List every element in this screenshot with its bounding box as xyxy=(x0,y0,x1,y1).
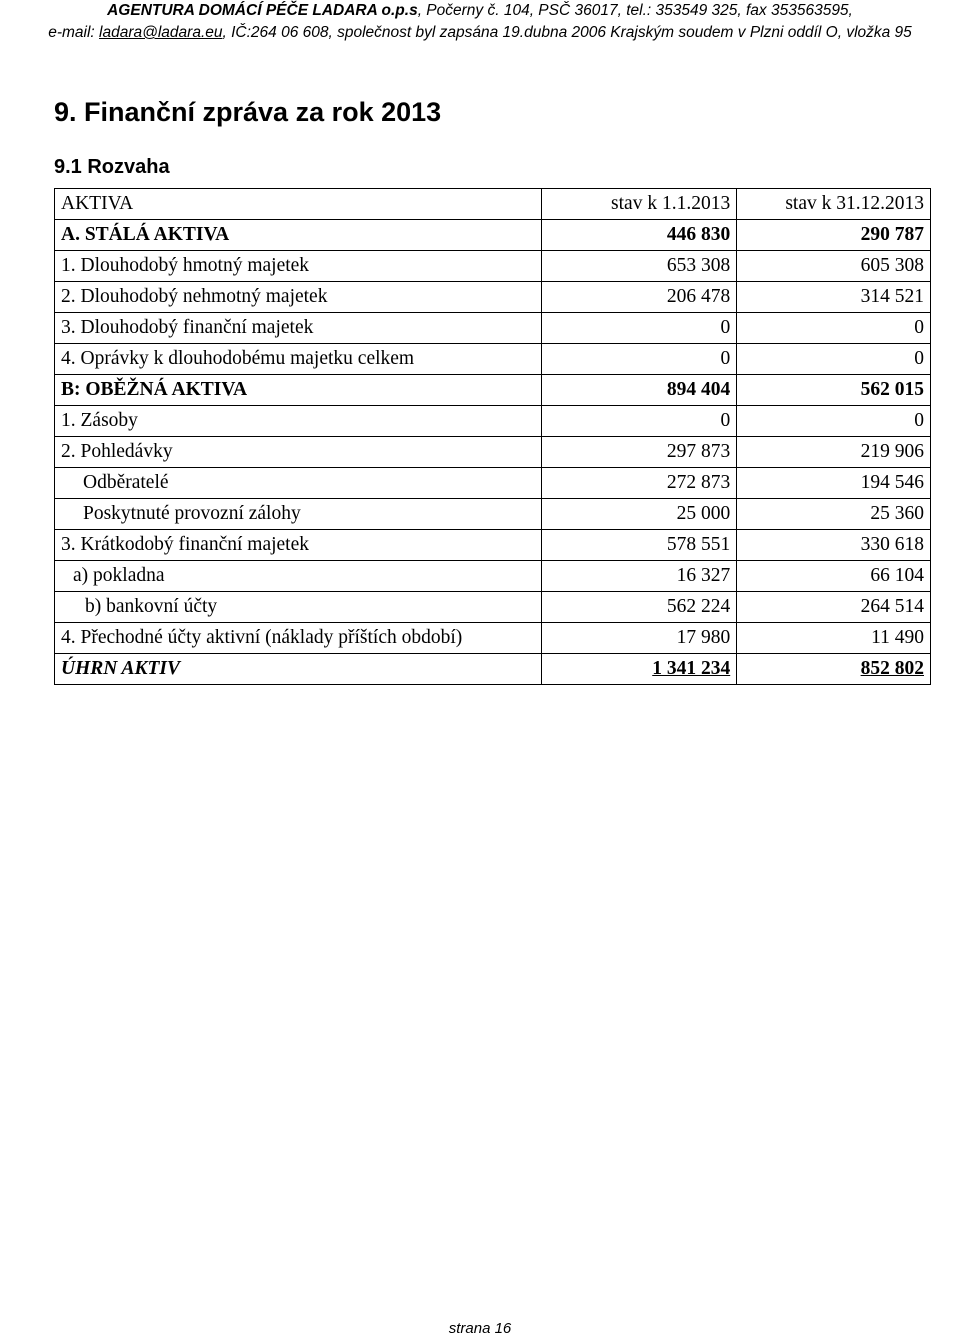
row-end-value: 264 514 xyxy=(737,592,931,623)
row-end-value: 330 618 xyxy=(737,530,931,561)
row-start-value: 16 327 xyxy=(541,561,737,592)
page-header xyxy=(0,0,960,44)
row-end-value: 562 015 xyxy=(737,375,931,406)
row-end-value: 0 xyxy=(737,344,931,375)
row-label: 1. Dlouhodobý hmotný majetek xyxy=(55,251,542,282)
table-row xyxy=(55,468,931,499)
table-row xyxy=(55,344,931,375)
table-row xyxy=(55,313,931,344)
table-row xyxy=(55,499,931,530)
row-start-value: 25 000 xyxy=(541,499,737,530)
column-header-assets: AKTIVA xyxy=(55,189,542,220)
page-title: 9. Finanční zpráva za rok 2013 xyxy=(54,97,442,127)
row-end-value: 290 787 xyxy=(737,220,931,251)
table-row xyxy=(55,623,931,654)
row-start-value: 0 xyxy=(541,313,737,344)
row-start-value: 0 xyxy=(541,406,737,437)
header-line-2 xyxy=(0,22,960,44)
row-label: 2. Pohledávky xyxy=(55,437,542,468)
row-label: a) pokladna xyxy=(55,561,542,592)
row-start-value: 446 830 xyxy=(541,220,737,251)
row-end-value: 66 104 xyxy=(737,561,931,592)
section-title: 9.1 Rozvaha xyxy=(54,156,170,178)
total-end-cell xyxy=(737,654,931,685)
row-start-value: 0 xyxy=(541,344,737,375)
row-label: A. STÁLÁ AKTIVA xyxy=(55,220,542,251)
total-start-value: 1 341 234 xyxy=(652,658,731,679)
row-label: Poskytnuté provozní zálohy xyxy=(55,499,542,530)
column-header-start: stav k 1.1.2013 xyxy=(541,189,737,220)
table-row xyxy=(55,437,931,468)
row-end-value: 194 546 xyxy=(737,468,931,499)
row-start-value: 272 873 xyxy=(541,468,737,499)
total-end-value: 852 802 xyxy=(860,658,924,679)
column-header-end: stav k 31.12.2013 xyxy=(737,189,931,220)
row-end-value: 11 490 xyxy=(737,623,931,654)
table-row xyxy=(55,251,931,282)
registration-info: , IČ:264 06 608, společnost byl zapsána 19.dubna 2006 Krajským soudem v Plzni oddíl O, vložka 95 xyxy=(222,24,912,41)
table-row xyxy=(55,220,931,251)
table-row xyxy=(55,282,931,313)
row-label: 3. Dlouhodobý finanční majetek xyxy=(55,313,542,344)
row-label: 1. Zásoby xyxy=(55,406,542,437)
total-start-cell xyxy=(541,654,737,685)
row-start-value: 894 404 xyxy=(541,375,737,406)
row-start-value: 206 478 xyxy=(541,282,737,313)
row-end-value: 0 xyxy=(737,406,931,437)
email-link[interactable]: ladara@ladara.eu xyxy=(99,24,223,41)
table-row xyxy=(55,592,931,623)
row-end-value: 0 xyxy=(737,313,931,344)
row-end-value: 605 308 xyxy=(737,251,931,282)
total-row xyxy=(55,654,931,685)
row-label: 2. Dlouhodobý nehmotný majetek xyxy=(55,282,542,313)
row-end-value: 219 906 xyxy=(737,437,931,468)
table-header-row xyxy=(55,189,931,220)
row-label: 4. Přechodné účty aktivní (náklady příštích období) xyxy=(55,623,542,654)
company-address: , Počerny č. 104, PSČ 36017, tel.: 353549 325, fax 353563595, xyxy=(417,2,853,19)
row-label: 3. Krátkodobý finanční majetek xyxy=(55,530,542,561)
row-start-value: 562 224 xyxy=(541,592,737,623)
table-row xyxy=(55,375,931,406)
row-label: 4. Oprávky k dlouhodobému majetku celkem xyxy=(55,344,542,375)
company-name: AGENTURA DOMÁCÍ PÉČE LADARA o.p.s xyxy=(107,2,418,19)
row-start-value: 578 551 xyxy=(541,530,737,561)
row-label: Odběratelé xyxy=(55,468,542,499)
table-row xyxy=(55,561,931,592)
row-start-value: 297 873 xyxy=(541,437,737,468)
row-start-value: 653 308 xyxy=(541,251,737,282)
header-line-1 xyxy=(0,0,960,22)
total-label: ÚHRN AKTIV xyxy=(55,654,542,685)
email-label: e-mail: xyxy=(48,24,100,41)
page-number: strana 16 xyxy=(448,1320,512,1337)
row-start-value: 17 980 xyxy=(541,623,737,654)
row-label: b) bankovní účty xyxy=(55,592,542,623)
row-label: B: OBĚŽNÁ AKTIVA xyxy=(55,375,542,406)
balance-sheet-table xyxy=(54,188,931,685)
row-end-value: 25 360 xyxy=(737,499,931,530)
table-row xyxy=(55,406,931,437)
table-row xyxy=(55,530,931,561)
row-end-value: 314 521 xyxy=(737,282,931,313)
